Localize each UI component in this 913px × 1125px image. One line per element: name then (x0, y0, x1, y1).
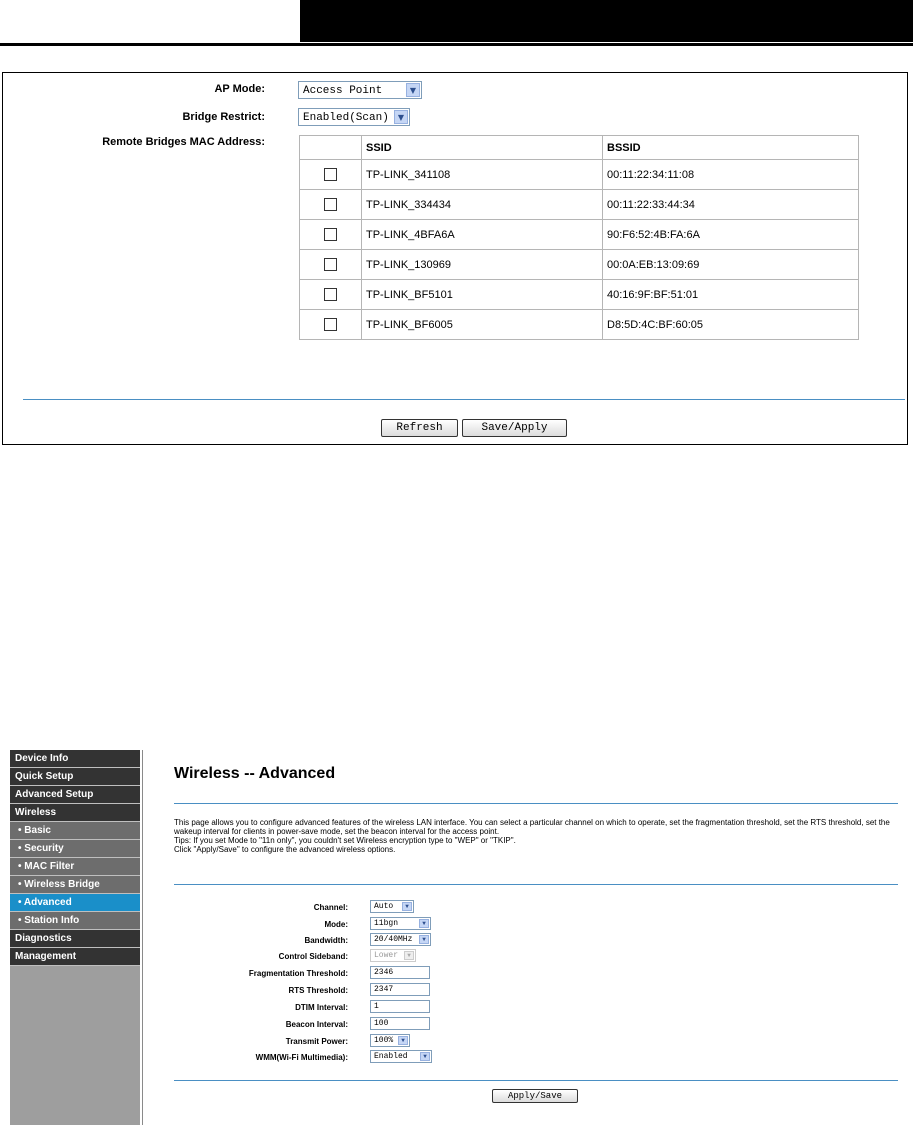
column-header-bssid: BSSID (603, 136, 859, 160)
sidebar-item-management[interactable]: Management (10, 948, 140, 966)
sidebar-divider (142, 750, 143, 1125)
table-row (300, 190, 859, 220)
row-checkbox[interactable] (324, 228, 337, 241)
form-separator (174, 1080, 898, 1081)
dtim-interval-label: DTIM Interval: (295, 1003, 348, 1012)
title-separator (174, 803, 898, 804)
rts-threshold-input[interactable]: 2347 (370, 983, 430, 996)
ap-mode-label: AP Mode: (214, 83, 265, 95)
mode-select[interactable] (370, 917, 431, 930)
table-header-row (300, 136, 859, 160)
ssid-cell: TP-LINK_4BFA6A (362, 220, 603, 250)
page-header-rule (0, 43, 913, 46)
sidebar-item-device-info[interactable]: Device Info (10, 750, 140, 768)
bridge-restrict-select[interactable] (298, 108, 410, 126)
table-row (300, 250, 859, 280)
table-row (300, 220, 859, 250)
bssid-cell: 00:11:22:33:44:34 (603, 190, 859, 220)
apply-save-button[interactable]: Apply/Save (492, 1089, 578, 1103)
ap-mode-select[interactable] (298, 81, 422, 99)
fragmentation-threshold-label: Fragmentation Threshold: (248, 969, 348, 978)
row-select-cell (300, 250, 362, 280)
row-select-cell (300, 160, 362, 190)
bridge-restrict-value: Enabled(Scan) (303, 112, 389, 124)
refresh-button[interactable]: Refresh (381, 419, 458, 437)
bridge-restrict-label: Bridge Restrict: (182, 111, 265, 123)
sidebar-item-mac-filter[interactable]: • MAC Filter (10, 858, 140, 876)
sidebar-item-advanced[interactable]: • Advanced (10, 894, 140, 912)
ssid-cell: TP-LINK_130969 (362, 250, 603, 280)
fragmentation-threshold-input[interactable]: 2346 (370, 966, 430, 979)
ssid-cell: TP-LINK_334434 (362, 190, 603, 220)
chevron-down-icon: ▼ (419, 935, 429, 944)
page-header-bar (300, 0, 913, 42)
column-header-select (300, 136, 362, 160)
sidebar-item-advanced-setup[interactable]: Advanced Setup (10, 786, 140, 804)
ssid-cell: TP-LINK_BF6005 (362, 310, 603, 340)
control-sideband-select[interactable] (370, 949, 416, 962)
page-title: Wireless -- Advanced (174, 765, 336, 782)
table-row (300, 310, 859, 340)
sidebar-item-security[interactable]: • Security (10, 840, 140, 858)
bssid-cell: 00:11:22:34:11:08 (603, 160, 859, 190)
row-select-cell (300, 280, 362, 310)
channel-select[interactable] (370, 900, 414, 913)
chevron-down-icon: ▼ (406, 83, 420, 97)
chevron-down-icon: ▼ (402, 902, 412, 911)
beacon-interval-input[interactable]: 100 (370, 1017, 430, 1030)
description-text: This page allows you to configure advanced features of the wireless LAN interface. You can select a particular channel on which to operate, set the fragmentation threshold, set the RTS threshold, set the wakeup interval for clients in power-save mode, set the beacon interval for the access point. (174, 818, 890, 836)
bandwidth-select[interactable] (370, 933, 431, 946)
row-checkbox[interactable] (324, 258, 337, 271)
dtim-interval-input[interactable]: 1 (370, 1000, 430, 1013)
control-sideband-value: Lower (374, 951, 399, 960)
wireless-advanced-screenshot (10, 750, 899, 1125)
wmm-select[interactable] (370, 1050, 432, 1063)
bssid-cell: 00:0A:EB:13:09:69 (603, 250, 859, 280)
bandwidth-label: Bandwidth: (304, 936, 348, 945)
transmit-power-select[interactable] (370, 1034, 410, 1047)
row-select-cell (300, 190, 362, 220)
control-sideband-label: Control Sideband: (278, 952, 348, 961)
row-checkbox[interactable] (324, 318, 337, 331)
row-select-cell (300, 310, 362, 340)
sidebar-nav (10, 750, 140, 1125)
row-checkbox[interactable] (324, 288, 337, 301)
mode-label: Mode: (324, 920, 348, 929)
sidebar-item-basic[interactable]: • Basic (10, 822, 140, 840)
ssid-cell: TP-LINK_BF5101 (362, 280, 603, 310)
table-row (300, 280, 859, 310)
row-select-cell (300, 220, 362, 250)
transmit-power-value: 100% (374, 1036, 394, 1045)
ssid-cell: TP-LINK_341108 (362, 160, 603, 190)
ap-mode-value: Access Point (303, 85, 383, 97)
wmm-label: WMM(Wi-Fi Multimedia): (255, 1053, 348, 1062)
row-checkbox[interactable] (324, 168, 337, 181)
remote-bridges-table (299, 135, 859, 340)
chevron-down-icon: ▼ (404, 951, 414, 960)
bssid-cell: 90:F6:52:4B:FA:6A (603, 220, 859, 250)
page-description (174, 818, 896, 854)
transmit-power-label: Transmit Power: (285, 1037, 348, 1046)
rts-threshold-label: RTS Threshold: (288, 986, 348, 995)
tips-text: Tips: If you set Mode to "11n only", you couldn't set Wireless encryption type to "WEP" or "TKIP". (174, 836, 516, 845)
bssid-cell: D8:5D:4C:BF:60:05 (603, 310, 859, 340)
chevron-down-icon: ▼ (419, 919, 429, 928)
remote-bridges-mac-label: Remote Bridges MAC Address: (102, 136, 265, 148)
bandwidth-value: 20/40MHz (374, 935, 413, 944)
wmm-value: Enabled (374, 1052, 408, 1061)
sidebar-item-diagnostics[interactable]: Diagnostics (10, 930, 140, 948)
save-apply-button[interactable]: Save/Apply (462, 419, 567, 437)
sidebar-item-station-info[interactable]: • Station Info (10, 912, 140, 930)
mode-value: 11bgn (374, 919, 399, 928)
chevron-down-icon: ▼ (394, 110, 408, 124)
sidebar-item-wireless-bridge[interactable]: • Wireless Bridge (10, 876, 140, 894)
chevron-down-icon: ▼ (420, 1052, 430, 1061)
sidebar-item-wireless[interactable]: Wireless (10, 804, 140, 822)
description-separator (174, 884, 898, 885)
section-separator (23, 399, 905, 400)
chevron-down-icon: ▼ (398, 1036, 408, 1045)
apply-hint-text: Click "Apply/Save" to configure the advanced wireless options. (174, 845, 396, 854)
wireless-bridge-screenshot (2, 72, 908, 445)
column-header-ssid: SSID (362, 136, 603, 160)
channel-value: Auto (374, 902, 394, 911)
row-checkbox[interactable] (324, 198, 337, 211)
bssid-cell: 40:16:9F:BF:51:01 (603, 280, 859, 310)
channel-label: Channel: (313, 903, 348, 912)
table-row (300, 160, 859, 190)
beacon-interval-label: Beacon Interval: (285, 1020, 348, 1029)
sidebar-item-quick-setup[interactable]: Quick Setup (10, 768, 140, 786)
